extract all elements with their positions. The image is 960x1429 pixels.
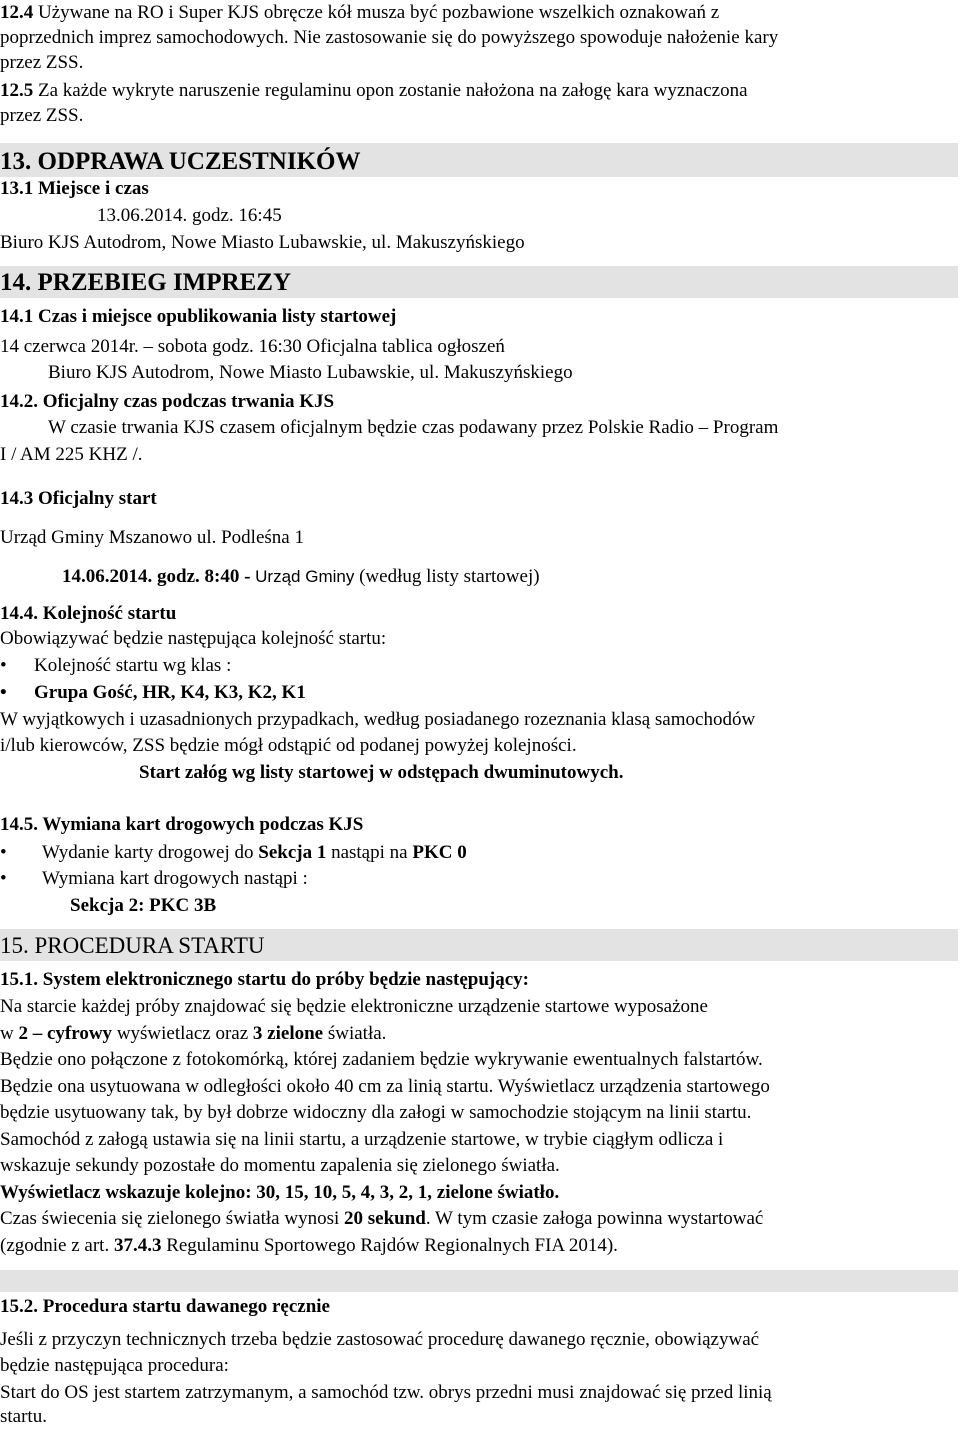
s12-4-line2: poprzednich imprez samochodowych. Nie zastosowanie się do powyższego spowoduje nałożenie kary: [0, 27, 779, 48]
section-14-1-line2: Biuro KJS Autodrom, Nowe Miasto Lubawskie, ul. Makuszyńskiego: [48, 362, 573, 383]
section-15-1-p6: Samochód z załogą ustawia się na linii startu, a urządzenie startowe, w trybie ciągłym odlicza i: [0, 1129, 724, 1150]
section-14-5-title: [0, 813, 363, 837]
section-15-1-p5: będzie usytuowany tak, by był dobrze widoczny dla załogi w samochodzie stojącym na linii startu.: [0, 1102, 752, 1123]
section-14-5-b1c: nastąpi na: [326, 842, 413, 863]
section-14-4-title: [0, 602, 176, 626]
section-15-1-p4: Będzie ona usytuowana w odległości około 40 cm za linią startu. Wyświetlacz urządzenia startowego: [0, 1076, 770, 1097]
section-14-2-title: [0, 390, 334, 414]
section-13-1-place: Biuro KJS Autodrom, Nowe Miasto Lubawskie, ul. Makuszyńskiego: [0, 232, 525, 253]
section-15-1-p2e: światła.: [323, 1023, 387, 1044]
section-14-3-time-line: [62, 565, 540, 589]
section-14-4-bullet1: • Kolejność startu wg klas :: [0, 655, 232, 676]
section-14-4-number: 14.4.: [0, 603, 38, 624]
section-13-1-date: 13.06.2014. godz. 16:45: [97, 205, 282, 226]
s12-5-line2: przez ZSS.: [0, 105, 84, 126]
section-15-2-p1: Jeśli z przyczyn technicznych trzeba będzie zastosować procedurę dawanego ręcznie, obowiązywać: [0, 1329, 760, 1350]
section-15-1-p10a: (zgodnie z art.: [0, 1235, 114, 1256]
section-14-5-number: 14.5.: [0, 814, 38, 835]
section-15-1-p2b: 2 – cyfrowy: [18, 1023, 113, 1044]
section-14-4-bullet1-text: Kolejność startu wg klas :: [34, 655, 232, 676]
section-15-2-title: [0, 1295, 330, 1319]
section-15-1-number: 15.1.: [0, 969, 38, 990]
s12-5-text1: Za każde wykryte naruszenie regulaminu opon zostanie nałożona na załogę kara wyznaczona: [33, 80, 748, 101]
section-14-4-label: Kolejność startu: [38, 603, 177, 624]
section-14-4-para1: W wyjątkowych i uzasadnionych przypadkach, według posiadanego rozeznania klasą samochodów: [0, 709, 756, 730]
s12-4-line1: [0, 1, 719, 25]
section-14-5-label: Wymiana kart drogowych podczas KJS: [38, 814, 364, 835]
section-15-1-p10c: Regulaminu Sportowego Rajdów Regionalnych FIA 2014).: [161, 1235, 618, 1256]
section-15-1-p9: [0, 1207, 763, 1231]
section-14-heading: 14. PRZEBIEG IMPREZY: [0, 269, 292, 296]
section-14-5-bullet2: • Wymiana kart drogowych nastąpi :: [0, 868, 308, 889]
section-15-2-p2: będzie następująca procedura:: [0, 1355, 229, 1376]
section-14-3-location: Urząd Gminy: [255, 567, 355, 586]
section-14-5-sekcja2: Sekcja 2: PKC 3B: [70, 895, 217, 916]
section-14-2-line1: W czasie trwania KJS czasem oficjalnym będzie czas podawany przez Polskie Radio – Program: [48, 417, 779, 438]
section-14-1-line1: 14 czerwca 2014r. – sobota godz. 16:30 Oficjalna tablica ogłoszeń: [0, 336, 505, 357]
section-15-1-p2: [0, 1022, 386, 1046]
section-15-1-p9b: 20 sekund: [344, 1208, 426, 1229]
section-14-3-note: (według listy startowej): [354, 566, 540, 587]
section-14-2-number: 14.2.: [0, 391, 38, 412]
section-15-1-label: System elektronicznego startu do próby będzie następujący:: [38, 969, 529, 990]
section-14-5-b1d: PKC 0: [412, 842, 467, 863]
section-15-1-p8: Wyświetlacz wskazuje kolejno: 30, 15, 10, 5, 4, 3, 2, 1, zielone światło.: [0, 1182, 560, 1203]
section-13-heading: 13. ODPRAWA UCZESTNIKÓW: [0, 148, 361, 175]
s12-5-line1: [0, 79, 748, 103]
section-14-4-bullet2: • Grupa Gość, HR, K4, K3, K2, K1: [0, 682, 306, 703]
section-14-5-b1b: Sekcja 1: [258, 842, 327, 863]
section-15-1-p9a: Czas świecenia się zielonego światła wynosi: [0, 1208, 345, 1229]
section-14-5-bullet1: • Wydanie karty drogowej do Sekcja 1 nastąpi na PKC 0: [0, 842, 467, 863]
section-15-1-p1: Na starcie każdej próby znajdować się będzie elektroniczne urządzenie startowe wyposażone: [0, 996, 708, 1017]
section-14-3-time: 14.06.2014. godz. 8:40 -: [62, 566, 256, 587]
section-14-4-para2: i/lub kierowców, ZSS będzie mógł odstąpić od podanej powyżej kolejności.: [0, 735, 577, 756]
section-14-2-line2: I / AM 225 KHZ /.: [0, 444, 143, 465]
section-15-1-p10b: 37.4.3: [113, 1235, 162, 1256]
section-15-1-p3: Będzie ono połączone z fotokomórką, której zadaniem będzie wykrywanie ewentualnych falstartów.: [0, 1049, 763, 1070]
section-13-1-title: 13.1 Miejsce i czas: [0, 178, 149, 199]
section-15-1-p2a: w: [0, 1023, 19, 1044]
section-15-1-p10: [0, 1234, 618, 1258]
section-14-4-bullet2-text: Grupa Gość, HR, K4, K3, K2, K1: [34, 682, 306, 703]
s12-5-number: 12.5: [0, 80, 34, 101]
s12-4-number: 12.4: [0, 2, 34, 23]
section-15-1-p2d: 3 zielone: [252, 1023, 324, 1044]
section-14-2-label: Oficjalny czas podczas trwania KJS: [38, 391, 335, 412]
section-15-1-p9c: . W tym czasie załoga powinna wystartować: [425, 1208, 764, 1229]
section-15-2-number: 15.2.: [0, 1296, 38, 1317]
section-14-4-para3: Start załóg wg listy startowej w odstępach dwuminutowych.: [139, 762, 624, 783]
section-15-2-label: Procedura startu dawanego ręcznie: [38, 1296, 330, 1317]
s12-4-text1: Używane na RO i Super KJS obręcze kół musza być pozbawione wszelkich oznakowań z: [33, 2, 720, 23]
section-14-3-title: 14.3 Oficjalny start: [0, 488, 157, 509]
section-14-3-place: Urząd Gminy Mszanowo ul. Podleśna 1: [0, 527, 304, 548]
section-15-2-p3: Start do OS jest startem zatrzymanym, a samochód tzw. obrys przedni musi znajdować się przed linią: [0, 1382, 772, 1403]
section-14-5-b1a: Wydanie karty drogowej do: [42, 842, 259, 863]
section-15-1-p7: wskazuje sekundy pozostałe do momentu zapalenia się zielonego światła.: [0, 1155, 560, 1176]
section-15-1-title: [0, 968, 529, 992]
section-14-1-title: 14.1 Czas i miejsce opublikowania listy startowej: [0, 306, 397, 327]
section-15-1-p2c: wyświetlacz oraz: [112, 1023, 253, 1044]
s12-4-line3: przez ZSS.: [0, 52, 84, 73]
section-14-5-b2: Wymiana kart drogowych nastąpi :: [42, 868, 308, 889]
section-15-heading: 15. PROCEDURA STARTU: [0, 933, 265, 958]
section-15-2-p4: startu.: [0, 1406, 47, 1427]
section-14-4-intro: Obowiązywać będzie następująca kolejność startu:: [0, 628, 387, 649]
section-15-divider-band: [0, 1270, 958, 1292]
